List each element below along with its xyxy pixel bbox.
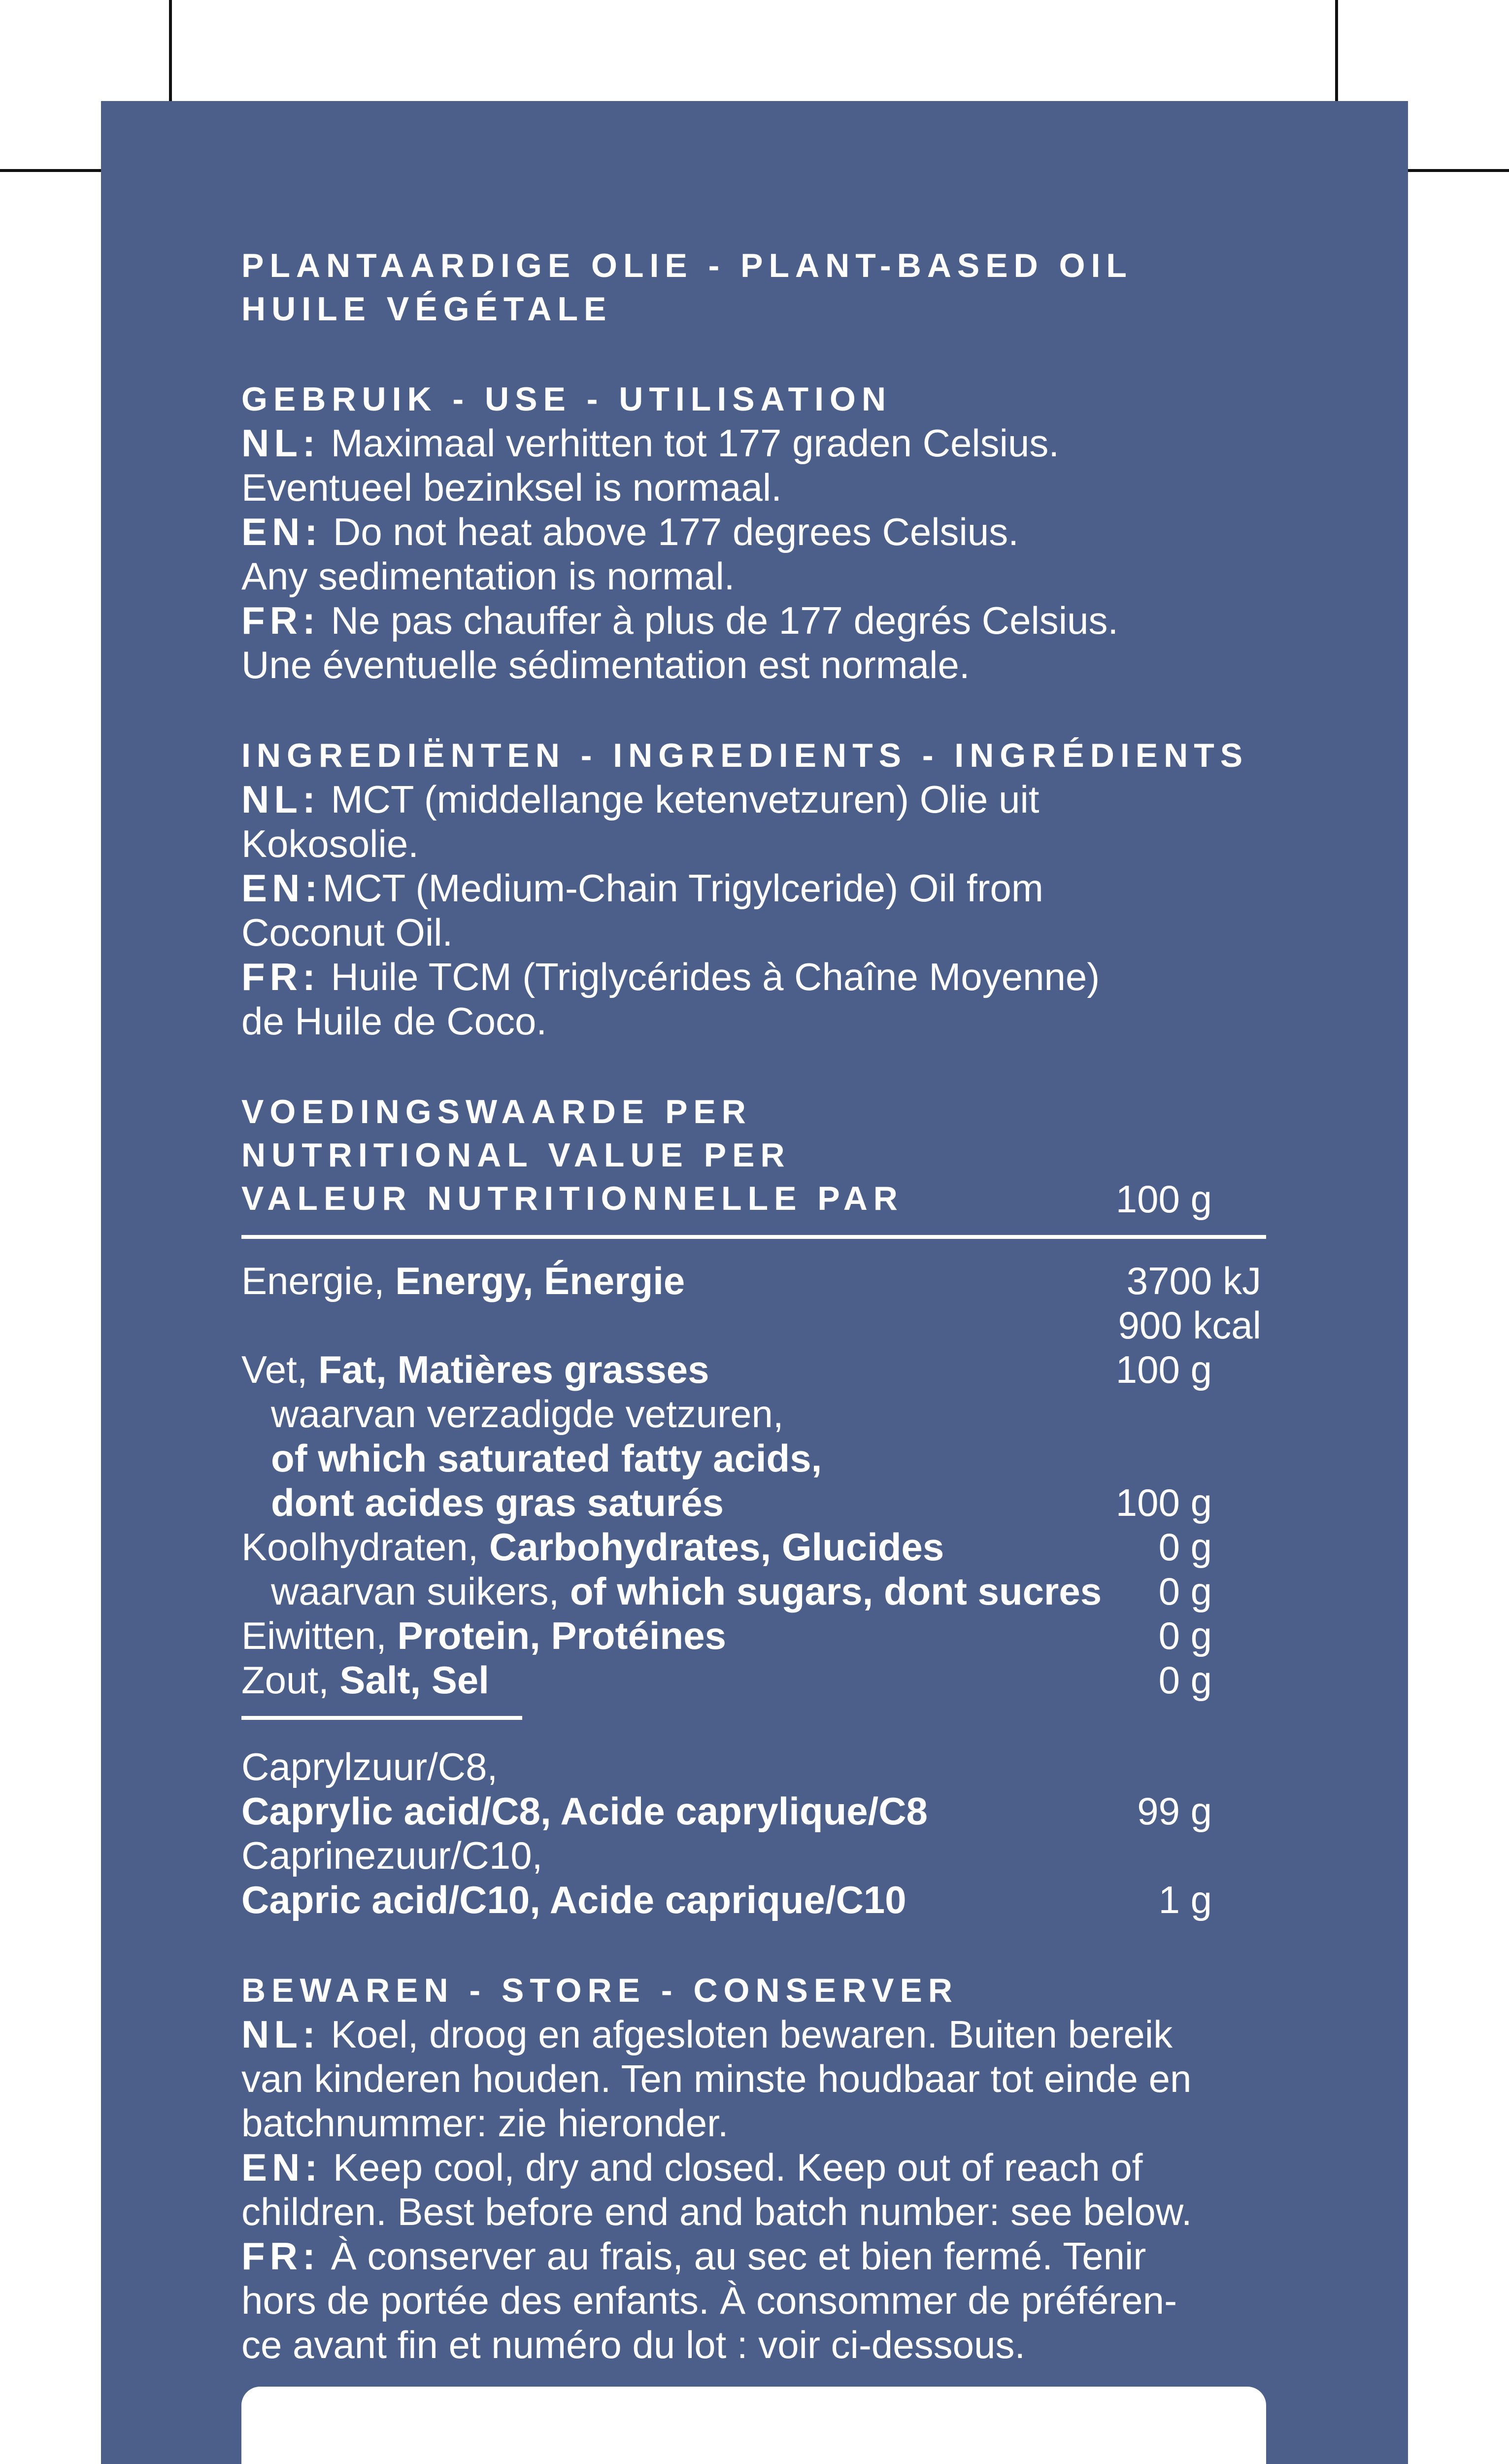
label-content [241,244,1266,2464]
storage-fr-cont: ce avant fin et numéro du lot : voir ci-dessous. [241,2323,1026,2366]
ingredients-nl: NL: MCT (middellange ketenvetzuren) Olie uit [241,778,1040,821]
storage-title: BEWAREN - STORE - CONSERVER [241,1972,958,2009]
energy-kcal-row [241,1303,1266,1347]
storage-nl: NL: Koel, droog en afgesloten bewaren. Buiten bereik [241,2013,1173,2056]
storage-nl-cont: batchnummer: zie hieronder. [241,2101,729,2145]
usage-section [241,377,1266,687]
usage-fr: FR: Ne pas chauffer à plus de 177 degrés Celsius. [241,599,1119,642]
c10-row: Capric acid/C10, Acide caprique/C10 1 g [241,1878,1266,1922]
label-panel [101,101,1408,2464]
fat-value: 100 g [1115,1348,1212,1391]
storage-fr-cont: hors de portée des enfants. À consommer de préféren- [241,2279,1177,2322]
c10-value: 1 g [1158,1878,1212,1921]
nutrition-title: NUTRITIONAL VALUE PER [241,1136,791,1174]
usage-nl-cont: Eventueel bezinksel is normaal. [241,466,782,509]
saturated-value: 100 g [1115,1481,1212,1524]
nutrition-title: VOEDINGSWAARDE PER [241,1093,752,1130]
c8-value: 99 g [1137,1789,1212,1833]
storage-en: EN: Keep cool, dry and closed. Keep out of reach of [241,2146,1143,2189]
product-heading [241,244,1266,331]
salt-row: Zout, Salt, Sel 0 g [241,1658,1266,1702]
heading-line: HUILE VÉGÉTALE [241,290,612,328]
salt-value: 0 g [1158,1658,1212,1702]
ingredients-fr: FR: Huile TCM (Triglycérides à Chaîne Moyenne) [241,955,1100,998]
usage-nl: NL: Maximaal verhitten tot 177 graden Celsius. [241,421,1060,465]
heading-line: PLANTAARDIGE OLIE - PLANT-BASED OIL [241,247,1133,284]
usage-fr-cont: Une éventuelle sédimentation est normale. [241,643,970,686]
energy-row: Energie, Energy, Énergie 3700 kJ [241,1259,1266,1303]
table-rule [241,1716,522,1720]
saturated-en: of which saturated fatty acids, [271,1437,822,1480]
sugars-value: 0 g [1158,1570,1212,1613]
storage-fr: FR: À conserver au frais, au sec et bien fermé. Tenir [241,2234,1146,2278]
nutrition-title: VALEUR NUTRITIONNELLE PAR [241,1180,904,1217]
carbohydrates-row: Koolhydraten, Carbohydrates, Glucides 0 g [241,1525,1266,1569]
table-rule [241,1235,1266,1239]
c10-nl: Caprinezuur/C10, [241,1834,543,1877]
carbohydrates-value: 0 g [1158,1525,1212,1569]
per-amount: 100 g [1115,1177,1212,1221]
batch-date-box [241,2387,1266,2464]
nutrition-header-row [241,1177,1266,1235]
energy-kcal: 900 kcal [1118,1303,1261,1347]
ingredients-section [241,734,1266,1043]
usage-title: GEBRUIK - USE - UTILISATION [241,380,892,418]
saturated-nl: waarvan verzadigde vetzuren, [271,1392,784,1436]
storage-nl-cont: van kinderen houden. Ten minste houdbaar tot einde en [241,2057,1192,2100]
c8-row: Caprylic acid/C8, Acide caprylique/C8 99 g [241,1789,1266,1833]
protein-value: 0 g [1158,1614,1212,1657]
storage-section [241,1969,1266,2367]
protein-row: Eiwitten, Protein, Protéines 0 g [241,1613,1266,1658]
saturated-row: dont acides gras saturés 100 g [241,1480,1266,1525]
usage-en: EN: Do not heat above 177 degrees Celsius. [241,510,1019,553]
c8-nl: Caprylzuur/C8, [241,1745,498,1788]
ingredients-title: INGREDIËNTEN - INGREDIENTS - INGRÉDIENTS [241,737,1249,774]
ingredients-en-cont: Coconut Oil. [241,911,453,954]
fat-row: Vet, Fat, Matières grasses 100 g [241,1347,1266,1392]
ingredients-en: EN:MCT (Medium-Chain Trigylceride) Oil from [241,866,1043,910]
energy-kj: 3700 kJ [1126,1259,1261,1302]
ingredients-nl-cont: Kokosolie. [241,822,419,865]
storage-en-cont: children. Best before end and batch number: see below. [241,2190,1192,2233]
usage-en-cont: Any sedimentation is normal. [241,554,735,598]
nutrition-table [241,1090,1266,1922]
sugars-row: waarvan suikers, of which sugars, dont sucres 0 g [241,1569,1266,1613]
ingredients-fr-cont: de Huile de Coco. [241,999,547,1043]
